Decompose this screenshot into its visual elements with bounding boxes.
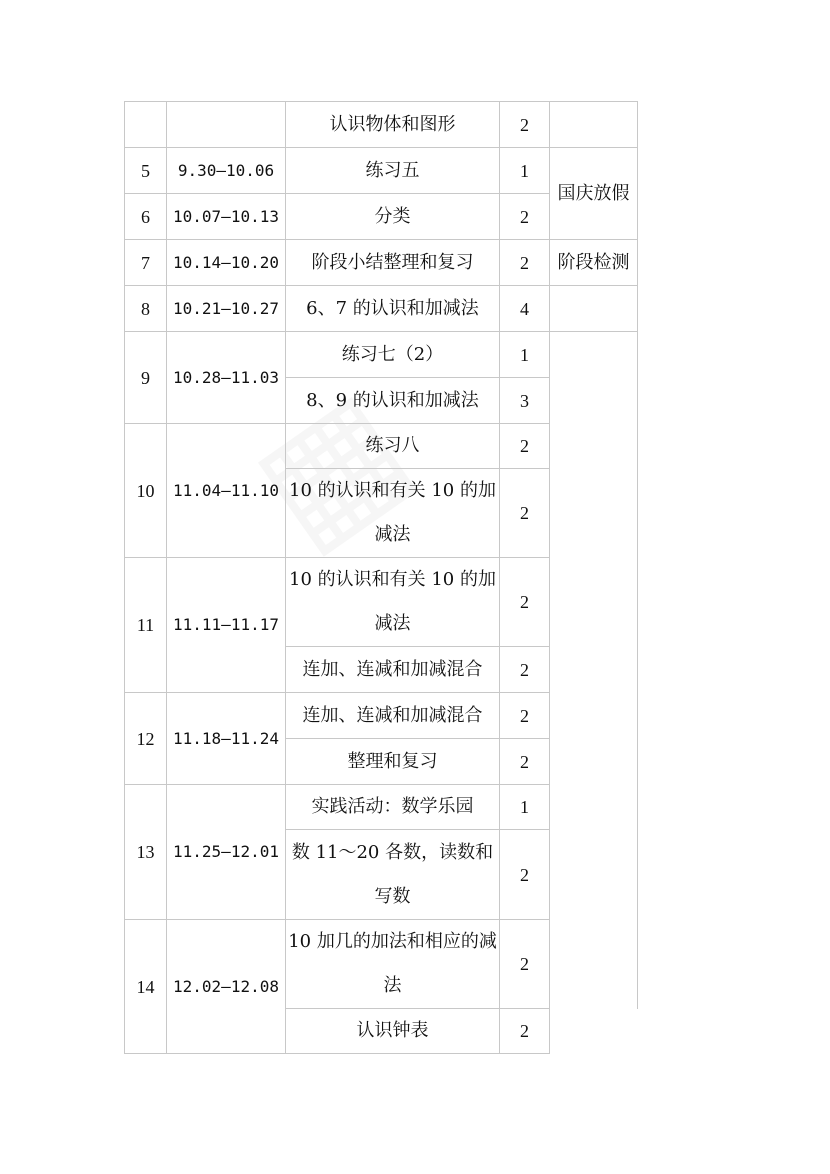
- date-range-cell: 10.21—10.27: [167, 286, 286, 332]
- note-cell-empty: [550, 332, 638, 1009]
- table-row: [125, 102, 638, 148]
- date-range-cell: 11.18—11.24: [167, 693, 286, 785]
- table-row: [125, 332, 638, 378]
- date-range-cell: 10.28—11.03: [167, 332, 286, 424]
- hours-cell: 1: [500, 332, 550, 378]
- hours-cell: 2: [500, 739, 550, 785]
- topic-cell: 练习五: [286, 148, 500, 194]
- hours-cell: 2: [500, 1009, 550, 1054]
- hours-cell: 2: [500, 920, 550, 1009]
- topic-cell: 整理和复习: [286, 739, 500, 785]
- date-range-cell: 10.07—10.13: [167, 194, 286, 240]
- hours-cell: 2: [500, 830, 550, 920]
- week-cell: [125, 102, 167, 148]
- hours-cell: 4: [500, 286, 550, 332]
- hours-cell: 2: [500, 558, 550, 647]
- hours-cell: 3: [500, 378, 550, 424]
- topic-cell: 数 11～20 各数，读数和写数: [286, 830, 500, 920]
- date-range-cell: 12.02—12.08: [167, 920, 286, 1054]
- note-cell: 阶段检测: [550, 240, 638, 286]
- note-cell: [550, 102, 638, 148]
- week-cell: 6: [125, 194, 167, 240]
- date-range-cell: 11.04—11.10: [167, 424, 286, 558]
- topic-cell: 10 的认识和有关 10 的加减法: [286, 558, 500, 647]
- topic-cell: 连加、连减和加减混合: [286, 647, 500, 693]
- hours-cell: 2: [500, 469, 550, 558]
- hours-cell: 2: [500, 240, 550, 286]
- topic-cell: 练习七（2）: [286, 332, 500, 378]
- table-row: [125, 240, 638, 286]
- week-cell: 9: [125, 332, 167, 424]
- table-row: [125, 148, 638, 194]
- topic-cell: 10 加几的加法和相应的减法: [286, 920, 500, 1009]
- topic-cell: 连加、连减和加减混合: [286, 693, 500, 739]
- topic-cell: 阶段小结整理和复习: [286, 240, 500, 286]
- topic-cell: 认识钟表: [286, 1009, 500, 1054]
- date-range-cell: [167, 102, 286, 148]
- note-cell: [550, 286, 638, 332]
- schedule-table: [124, 101, 638, 1054]
- hours-cell: 2: [500, 102, 550, 148]
- date-range-cell: 11.11—11.17: [167, 558, 286, 693]
- date-range-cell: 9.30—10.06: [167, 148, 286, 194]
- week-cell: 11: [125, 558, 167, 693]
- week-cell: 7: [125, 240, 167, 286]
- week-cell: 8: [125, 286, 167, 332]
- date-range-cell: 11.25—12.01: [167, 785, 286, 920]
- note-cell: 国庆放假: [550, 148, 638, 240]
- topic-cell: 分类: [286, 194, 500, 240]
- table-row: [125, 286, 638, 332]
- topic-cell: 6、7 的认识和加减法: [286, 286, 500, 332]
- week-cell: 5: [125, 148, 167, 194]
- hours-cell: 1: [500, 785, 550, 830]
- topic-cell: 练习八: [286, 424, 500, 469]
- week-cell: 10: [125, 424, 167, 558]
- topic-cell: 10 的认识和有关 10 的加减法: [286, 469, 500, 558]
- week-cell: 13: [125, 785, 167, 920]
- week-cell: 14: [125, 920, 167, 1054]
- week-cell: 12: [125, 693, 167, 785]
- hours-cell: 1: [500, 148, 550, 194]
- hours-cell: 2: [500, 424, 550, 469]
- topic-cell: 8、9 的认识和加减法: [286, 378, 500, 424]
- topic-cell: 实践活动：数学乐园: [286, 785, 500, 830]
- hours-cell: 2: [500, 693, 550, 739]
- hours-cell: 2: [500, 647, 550, 693]
- topic-cell: 认识物体和图形: [286, 102, 500, 148]
- date-range-cell: 10.14—10.20: [167, 240, 286, 286]
- hours-cell: 2: [500, 194, 550, 240]
